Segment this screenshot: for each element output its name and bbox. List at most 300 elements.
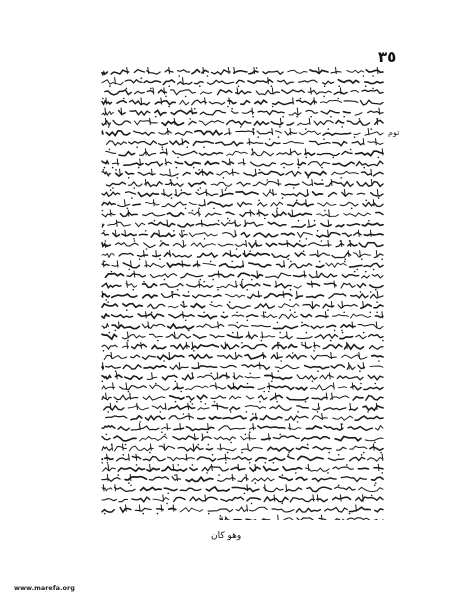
script-dot bbox=[282, 474, 284, 476]
script-line bbox=[102, 383, 383, 393]
script-stroke bbox=[229, 128, 230, 135]
script-stroke bbox=[308, 464, 309, 471]
script-stroke bbox=[376, 250, 377, 257]
script-word bbox=[105, 90, 131, 95]
script-dot bbox=[141, 77, 143, 79]
script-dot bbox=[115, 370, 117, 372]
script-word bbox=[195, 131, 222, 135]
script-word bbox=[178, 447, 203, 452]
script-word bbox=[162, 467, 187, 472]
script-dot bbox=[128, 391, 130, 393]
script-dot bbox=[297, 421, 299, 423]
script-dot bbox=[238, 85, 240, 87]
script-word bbox=[207, 80, 233, 84]
script-dot bbox=[240, 126, 242, 128]
script-dot bbox=[167, 493, 169, 495]
script-word bbox=[170, 396, 184, 399]
script-stroke bbox=[247, 505, 248, 512]
script-word bbox=[236, 80, 244, 83]
script-dot bbox=[317, 370, 319, 372]
script-word bbox=[307, 295, 324, 298]
script-word bbox=[102, 426, 115, 429]
script-word bbox=[209, 274, 234, 277]
script-word bbox=[255, 304, 275, 309]
script-word bbox=[102, 161, 108, 164]
script-word bbox=[135, 91, 145, 94]
script-dot bbox=[333, 157, 335, 159]
script-dot bbox=[354, 136, 356, 138]
script-word bbox=[223, 233, 237, 238]
script-dot bbox=[294, 312, 296, 314]
script-dot bbox=[376, 301, 378, 303]
script-word bbox=[296, 447, 308, 450]
script-word bbox=[279, 304, 300, 308]
script-word bbox=[351, 314, 371, 318]
script-dot bbox=[104, 261, 106, 263]
script-stroke bbox=[164, 87, 165, 94]
script-dot bbox=[230, 442, 232, 444]
script-word bbox=[102, 243, 110, 247]
script-dot bbox=[102, 381, 104, 383]
script-stroke bbox=[311, 87, 312, 94]
script-word bbox=[241, 233, 249, 238]
script-dot bbox=[363, 75, 365, 77]
script-word bbox=[265, 375, 292, 379]
script-dot bbox=[300, 98, 302, 100]
script-dot bbox=[108, 126, 110, 128]
script-word bbox=[138, 314, 163, 318]
script-dot bbox=[289, 299, 291, 301]
script-word bbox=[198, 408, 209, 410]
script-dot bbox=[102, 210, 104, 212]
script-word bbox=[320, 100, 341, 103]
script-word bbox=[338, 80, 359, 83]
script-word bbox=[264, 488, 283, 492]
script-word bbox=[186, 427, 214, 431]
script-stroke bbox=[373, 444, 374, 451]
script-word bbox=[323, 81, 334, 84]
script-word bbox=[288, 70, 307, 73]
script-dot bbox=[208, 513, 210, 515]
script-word bbox=[309, 273, 336, 277]
script-word bbox=[324, 426, 343, 430]
script-stroke bbox=[309, 220, 310, 227]
script-word bbox=[376, 212, 383, 214]
script-stroke bbox=[183, 240, 184, 247]
script-stroke bbox=[273, 189, 274, 196]
script-dot bbox=[194, 108, 196, 110]
script-dot bbox=[198, 444, 200, 446]
script-word bbox=[321, 224, 331, 227]
script-word bbox=[162, 427, 171, 429]
script-dot bbox=[163, 360, 165, 362]
script-word bbox=[350, 265, 362, 267]
script-word bbox=[152, 406, 166, 409]
script-word bbox=[238, 202, 252, 206]
script-dot bbox=[378, 197, 380, 199]
script-word bbox=[297, 375, 317, 380]
script-stroke bbox=[130, 474, 131, 481]
script-word bbox=[298, 232, 313, 237]
script-word bbox=[370, 285, 383, 288]
script-dot bbox=[241, 452, 243, 454]
script-word bbox=[221, 497, 244, 501]
script-line bbox=[106, 179, 383, 189]
script-dot bbox=[104, 167, 106, 169]
script-word bbox=[242, 345, 267, 349]
script-word bbox=[189, 121, 196, 124]
script-word bbox=[143, 284, 157, 288]
script-stroke bbox=[115, 484, 116, 491]
script-dot bbox=[151, 312, 153, 314]
script-word bbox=[123, 304, 142, 308]
script-word bbox=[142, 356, 155, 360]
script-line bbox=[102, 454, 384, 464]
script-word bbox=[208, 509, 233, 512]
script-word bbox=[162, 375, 177, 379]
script-word bbox=[106, 131, 129, 136]
script-word bbox=[199, 121, 224, 126]
script-dot bbox=[192, 403, 194, 405]
script-word bbox=[180, 100, 189, 105]
script-dot bbox=[350, 149, 352, 151]
script-stroke bbox=[117, 260, 118, 267]
script-dot bbox=[103, 230, 105, 232]
script-dot bbox=[375, 482, 377, 484]
script-word bbox=[292, 225, 305, 227]
script-word bbox=[127, 274, 145, 277]
script-dot bbox=[217, 289, 219, 291]
script-dot bbox=[305, 157, 307, 159]
script-dot bbox=[127, 340, 129, 342]
script-stroke bbox=[371, 169, 372, 176]
script-word bbox=[160, 243, 169, 246]
script-stroke bbox=[278, 179, 279, 186]
script-dot bbox=[103, 350, 105, 352]
script-word bbox=[349, 507, 370, 511]
script-word bbox=[193, 295, 211, 298]
script-word bbox=[102, 172, 110, 176]
script-dot bbox=[334, 330, 336, 332]
script-word bbox=[258, 426, 285, 429]
script-dot bbox=[360, 291, 362, 293]
script-word bbox=[348, 244, 357, 246]
script-stroke bbox=[328, 230, 329, 237]
script-word bbox=[191, 304, 205, 308]
script-dot bbox=[230, 411, 232, 413]
script-word bbox=[253, 182, 281, 186]
script-dot bbox=[380, 452, 382, 454]
script-line bbox=[102, 362, 383, 372]
script-stroke bbox=[250, 210, 251, 217]
script-dot bbox=[288, 452, 290, 454]
script-dot bbox=[146, 248, 148, 250]
script-stroke bbox=[382, 454, 383, 461]
script-dot bbox=[273, 462, 275, 464]
script-word bbox=[170, 90, 195, 95]
script-stroke bbox=[183, 311, 184, 318]
script-word bbox=[327, 325, 336, 327]
script-word bbox=[160, 284, 183, 288]
script-word bbox=[375, 121, 383, 125]
script-word bbox=[157, 355, 184, 359]
script-word bbox=[149, 222, 175, 226]
script-dot bbox=[106, 299, 108, 301]
script-dot bbox=[261, 340, 263, 342]
script-dot bbox=[323, 96, 325, 98]
script-word bbox=[189, 202, 196, 204]
script-word bbox=[220, 264, 244, 268]
script-word bbox=[180, 488, 201, 490]
script-dot bbox=[310, 116, 312, 118]
script-dot bbox=[372, 88, 374, 90]
script-word bbox=[246, 519, 256, 520]
script-word bbox=[365, 438, 383, 441]
script-dot bbox=[249, 462, 251, 464]
script-stroke bbox=[336, 67, 337, 74]
script-word bbox=[102, 112, 114, 116]
script-dot bbox=[177, 289, 179, 291]
script-dot bbox=[343, 116, 345, 118]
script-word bbox=[301, 314, 312, 316]
script-word bbox=[170, 365, 188, 369]
script-word bbox=[145, 263, 165, 267]
script-word bbox=[173, 387, 183, 389]
script-dot bbox=[133, 238, 135, 240]
script-stroke bbox=[170, 250, 171, 257]
script-word bbox=[332, 253, 351, 258]
script-word bbox=[222, 161, 233, 164]
script-stroke bbox=[290, 128, 291, 135]
script-stroke bbox=[127, 342, 128, 349]
script-dot bbox=[293, 187, 295, 189]
script-word bbox=[232, 457, 251, 461]
script-dot bbox=[136, 464, 138, 466]
script-dot bbox=[203, 281, 205, 283]
script-word bbox=[102, 80, 123, 85]
script-word bbox=[318, 203, 336, 207]
script-word bbox=[190, 468, 197, 471]
script-word bbox=[221, 366, 236, 368]
script-word bbox=[269, 458, 284, 461]
script-word bbox=[289, 264, 312, 268]
script-word bbox=[164, 488, 177, 491]
script-dot bbox=[307, 177, 309, 179]
script-stroke bbox=[150, 444, 151, 451]
script-line bbox=[102, 108, 383, 118]
script-stroke bbox=[253, 423, 254, 430]
script-dot bbox=[174, 474, 176, 476]
script-word bbox=[317, 153, 339, 155]
script-stroke bbox=[130, 393, 131, 400]
script-word bbox=[125, 477, 146, 480]
script-word bbox=[342, 151, 352, 154]
script-word bbox=[297, 100, 317, 104]
script-dot bbox=[252, 413, 254, 415]
script-word bbox=[249, 71, 258, 74]
script-dot bbox=[203, 146, 205, 148]
script-dot bbox=[368, 220, 370, 222]
script-dot bbox=[337, 98, 339, 100]
script-line bbox=[102, 169, 383, 179]
script-word bbox=[194, 82, 203, 84]
script-stroke bbox=[243, 159, 244, 166]
script-word bbox=[218, 458, 230, 460]
script-word bbox=[302, 182, 312, 186]
script-dot bbox=[247, 320, 249, 322]
script-dot bbox=[356, 269, 358, 271]
script-stroke bbox=[352, 383, 353, 390]
script-dot bbox=[272, 106, 274, 108]
script-word bbox=[242, 365, 270, 369]
script-word bbox=[336, 225, 344, 227]
script-word bbox=[208, 202, 232, 207]
script-stroke bbox=[329, 372, 330, 379]
script-dot bbox=[136, 146, 138, 148]
script-word bbox=[159, 143, 168, 145]
script-stroke bbox=[333, 383, 334, 390]
script-dot bbox=[208, 444, 210, 446]
script-stroke bbox=[167, 423, 168, 430]
script-dot bbox=[265, 462, 267, 464]
margin-note: توم bbox=[388, 128, 400, 137]
script-stroke bbox=[229, 159, 230, 166]
script-dot bbox=[305, 128, 307, 130]
script-word bbox=[313, 192, 323, 195]
script-word bbox=[138, 255, 148, 256]
script-word bbox=[102, 283, 121, 288]
script-word bbox=[199, 153, 222, 156]
script-dot bbox=[330, 340, 332, 342]
script-dot bbox=[214, 401, 216, 403]
script-word bbox=[275, 284, 291, 288]
script-line bbox=[102, 210, 383, 220]
script-line bbox=[102, 77, 383, 87]
script-word bbox=[333, 416, 353, 420]
script-word bbox=[217, 284, 238, 287]
script-word bbox=[337, 376, 363, 380]
script-dot bbox=[225, 462, 227, 464]
script-stroke bbox=[376, 138, 377, 145]
script-stroke bbox=[377, 67, 378, 74]
script-dot bbox=[287, 258, 289, 260]
script-word bbox=[283, 467, 302, 471]
script-dot bbox=[199, 85, 201, 87]
script-dot bbox=[301, 322, 303, 324]
script-word bbox=[128, 405, 149, 410]
script-dot bbox=[249, 373, 251, 375]
script-dot bbox=[175, 401, 177, 403]
script-word bbox=[311, 355, 336, 359]
script-stroke bbox=[259, 210, 260, 217]
script-dot bbox=[162, 146, 164, 148]
script-word bbox=[129, 446, 153, 451]
script-dot bbox=[198, 208, 200, 210]
script-word bbox=[342, 192, 352, 196]
script-dot bbox=[198, 169, 200, 171]
script-word bbox=[218, 355, 242, 359]
script-word bbox=[114, 395, 138, 400]
script-word bbox=[323, 133, 351, 135]
script-word bbox=[258, 111, 284, 115]
script-word bbox=[210, 304, 222, 307]
script-dot bbox=[258, 200, 260, 202]
script-stroke bbox=[379, 108, 380, 115]
script-word bbox=[372, 275, 383, 279]
script-word bbox=[104, 355, 127, 359]
script-word bbox=[246, 396, 253, 399]
script-word bbox=[356, 335, 366, 339]
script-line bbox=[102, 291, 383, 301]
script-word bbox=[342, 275, 358, 278]
script-dot bbox=[109, 85, 111, 87]
script-stroke bbox=[272, 372, 273, 379]
script-word bbox=[249, 507, 267, 511]
script-word bbox=[148, 304, 165, 308]
script-word bbox=[102, 233, 108, 236]
script-word bbox=[307, 284, 319, 286]
script-word bbox=[316, 265, 324, 267]
script-dot bbox=[343, 312, 345, 314]
script-line bbox=[102, 128, 383, 138]
script-line bbox=[102, 393, 383, 403]
script-dot bbox=[188, 291, 190, 293]
script-dot bbox=[236, 248, 238, 250]
script-line bbox=[102, 484, 383, 494]
script-word bbox=[169, 314, 194, 318]
script-dot bbox=[118, 474, 120, 476]
script-word bbox=[160, 174, 178, 176]
script-dot bbox=[306, 238, 308, 240]
script-dot bbox=[375, 289, 377, 291]
script-word bbox=[358, 325, 383, 329]
script-dot bbox=[237, 322, 239, 324]
script-word bbox=[112, 294, 137, 297]
script-dot bbox=[115, 169, 117, 171]
script-word bbox=[147, 91, 153, 93]
script-stroke bbox=[153, 87, 154, 94]
script-stroke bbox=[252, 108, 253, 115]
script-word bbox=[260, 416, 282, 420]
script-word bbox=[271, 355, 282, 359]
script-word bbox=[282, 90, 305, 94]
script-stroke bbox=[141, 98, 142, 105]
script-stroke bbox=[161, 505, 162, 512]
script-dot bbox=[155, 383, 157, 385]
script-line bbox=[102, 311, 383, 321]
script-dot bbox=[145, 230, 147, 232]
script-stroke bbox=[312, 281, 313, 288]
script-word bbox=[102, 224, 104, 228]
script-word bbox=[296, 477, 307, 480]
script-stroke bbox=[153, 199, 154, 206]
script-word bbox=[365, 82, 383, 84]
script-line bbox=[106, 413, 383, 423]
script-dot bbox=[116, 401, 118, 403]
script-line bbox=[102, 505, 383, 515]
script-dot bbox=[162, 149, 164, 151]
script-word bbox=[328, 458, 344, 460]
script-dot bbox=[258, 136, 260, 138]
script-stroke bbox=[164, 444, 165, 451]
script-word bbox=[273, 212, 287, 217]
script-word bbox=[192, 100, 207, 105]
script-word bbox=[173, 254, 192, 258]
script-dot bbox=[255, 482, 257, 484]
script-word bbox=[355, 113, 362, 115]
script-dot bbox=[176, 167, 178, 169]
script-dot bbox=[123, 98, 125, 100]
